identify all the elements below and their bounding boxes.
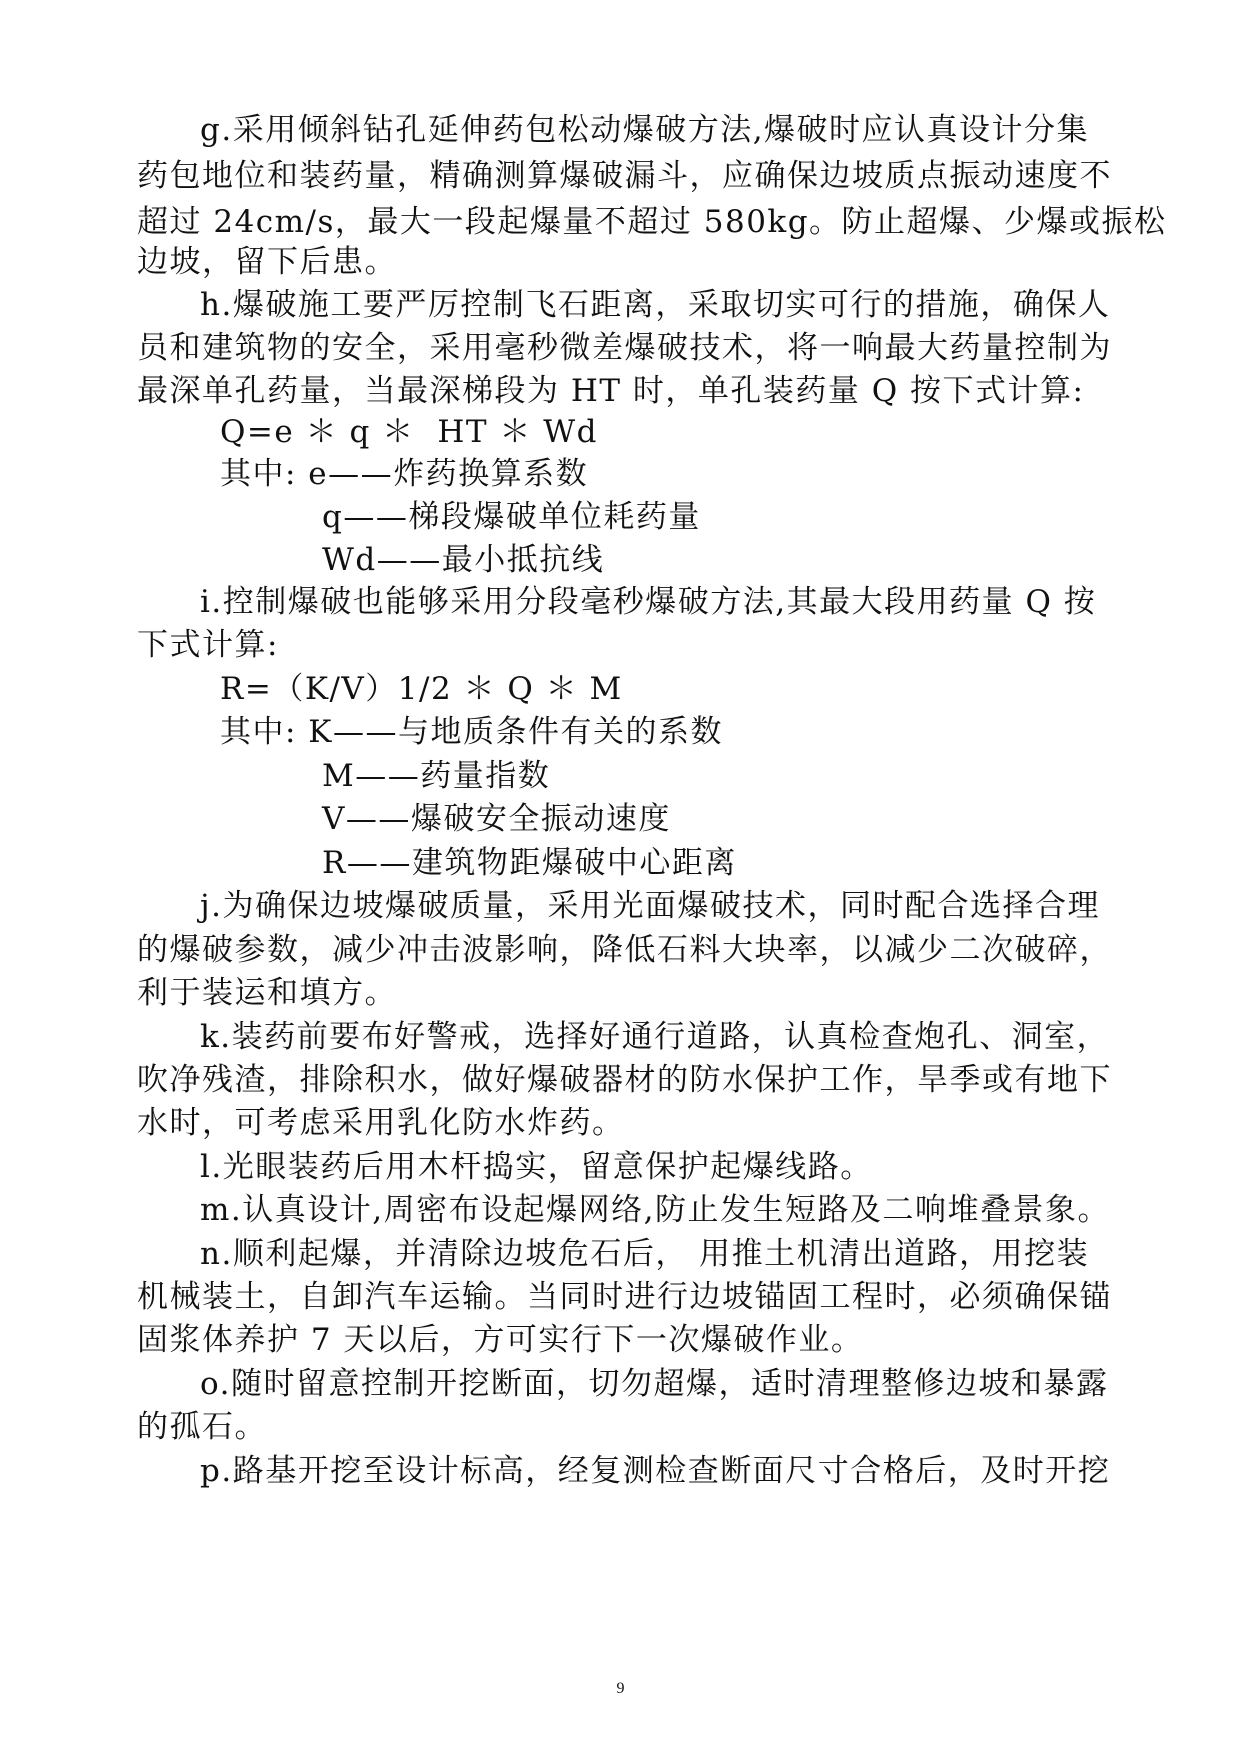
text-line: 水时，可考虑采用乳化防水炸药。 bbox=[137, 1105, 625, 1141]
text-line: M——药量指数 bbox=[322, 758, 551, 794]
text-line: 最深单孔药量，当最深梯段为 HT 时，单孔装药量 Q 按下式计算: bbox=[137, 373, 1085, 409]
text-line: 固浆体养护 7 天以后，方可实行下一次爆破作业。 bbox=[137, 1322, 864, 1358]
text-line: V——爆破安全振动速度 bbox=[322, 801, 671, 837]
formula-line: Q=e ＊ q ＊ HT ＊ Wd bbox=[220, 414, 598, 450]
text-line: 吹净残渣，排除积水，做好爆破器材的防水保护工作，旱季或有地下 bbox=[137, 1062, 1112, 1098]
text-line: 其中: K——与地质条件有关的系数 bbox=[220, 714, 723, 750]
text-line: Wd——最小抵抗线 bbox=[322, 542, 605, 578]
text-line: n.顺利起爆，并清除边坡危石后， 用推土机清出道路，用挖装 bbox=[200, 1236, 1090, 1272]
text-line: 利于装运和填方。 bbox=[137, 975, 397, 1011]
text-line: 员和建筑物的安全，采用毫秒微差爆破技术，将一响最大药量控制为 bbox=[137, 330, 1112, 366]
text-line: 的爆破参数，减少冲击波影响，降低石料大块率，以减少二次破碎， bbox=[137, 932, 1112, 968]
text-line: o.随时留意控制开挖断面，切勿超爆，适时清理整修边坡和暴露 bbox=[200, 1366, 1109, 1402]
text-line: R——建筑物距爆破中心距离 bbox=[322, 845, 737, 881]
text-line: g.采用倾斜钻孔延伸药包松动爆破方法,爆破时应认真设计分集 bbox=[200, 112, 1090, 148]
text-line: p.路基开挖至设计标高，经复测检查断面尺寸合格后，及时开挖 bbox=[200, 1453, 1111, 1489]
formula-line: R=（K/V）1/2 ＊ Q ＊ M bbox=[220, 671, 623, 707]
text-line: 边坡，留下后患。 bbox=[137, 244, 397, 280]
text-line: l.光眼装药后用木杆捣实，留意保护起爆线路。 bbox=[200, 1149, 873, 1185]
text-line: j.为确保边坡爆破质量，采用光面爆破技术，同时配合选择合理 bbox=[200, 888, 1100, 924]
text-line: 药包地位和装药量，精确测算爆破漏斗，应确保边坡质点振动速度不 bbox=[137, 158, 1112, 194]
text-line: h.爆破施工要严厉控制飞石距离，采取切实可行的措施，确保人 bbox=[200, 287, 1111, 323]
text-line: i.控制爆破也能够采用分段毫秒爆破方法,其最大段用药量 Q 按 bbox=[200, 584, 1097, 620]
text-line: q——梯段爆破单位耗药量 bbox=[322, 499, 701, 535]
page-number: 9 bbox=[616, 1680, 625, 1697]
text-line: 超过 24cm/s，最大一段起爆量不超过 580kg。防止超爆、少爆或振松 bbox=[137, 204, 1167, 240]
text-line: 其中: e——炸药换算系数 bbox=[220, 456, 589, 492]
text-line: m.认真设计,周密布设起爆网络,防止发生短路及二响堆叠景象。 bbox=[200, 1192, 1110, 1228]
text-line: 下式计算: bbox=[137, 627, 279, 663]
text-line: 机械装土，自卸汽车运输。当同时进行边坡锚固工程时，必须确保锚 bbox=[137, 1279, 1112, 1315]
text-line: k.装药前要布好警戒，选择好通行道路，认真检查炮孔、洞室， bbox=[200, 1019, 1110, 1055]
text-line: 的孤石。 bbox=[137, 1409, 267, 1445]
